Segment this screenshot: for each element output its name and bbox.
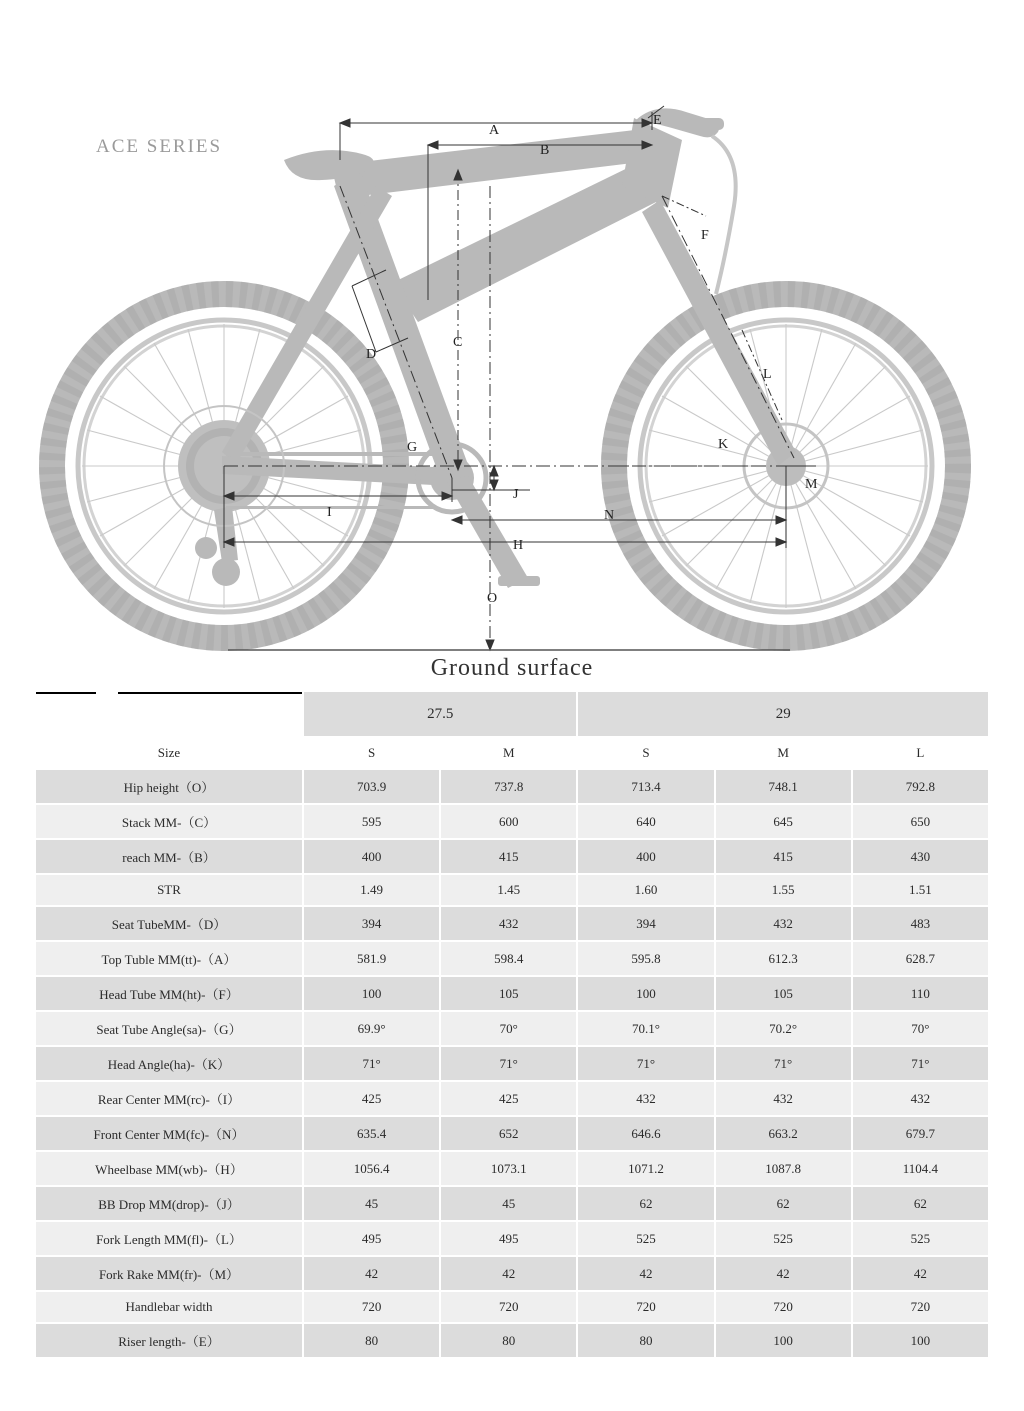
table-cell: 525 [716,1222,851,1255]
table-cell: 483 [853,907,988,940]
table-cell: 737.8 [441,770,576,803]
table-row [36,1047,988,1080]
row-label: BB Drop MM(drop)-（J） [36,1187,302,1220]
callout-label-l: L [763,367,772,382]
column-header-275-m: M [441,738,576,768]
bike-illustration [0,0,1024,690]
callout-label-k: K [718,437,729,452]
table-cell: 1071.2 [578,1152,713,1185]
table-cell: 652 [441,1117,576,1150]
table-cell: 42 [441,1257,576,1290]
table-cell: 581.9 [304,942,439,975]
table-cell: 80 [304,1324,439,1357]
size-header-row [36,738,988,768]
table-cell: 100 [304,977,439,1010]
row-label: Riser length-（E） [36,1324,302,1357]
table-cell: 432 [441,907,576,940]
table-cell: 62 [578,1187,713,1220]
column-header-29-l: L [853,738,988,768]
table-cell: 42 [853,1257,988,1290]
table-cell: 432 [716,1082,851,1115]
table-cell: 1.51 [853,875,988,905]
table-cell: 679.7 [853,1117,988,1150]
table-row [36,1187,988,1220]
table-cell: 595.8 [578,942,713,975]
table-cell: 394 [304,907,439,940]
callout-label-m: M [805,477,818,492]
table-cell: 525 [578,1222,713,1255]
column-header-size: Size [36,738,302,768]
table-cell: 71° [853,1047,988,1080]
table-row [36,1222,988,1255]
table-cell: 70° [853,1012,988,1045]
table-row [36,1117,988,1150]
table-cell: 1087.8 [716,1152,851,1185]
row-label: Top Tuble MM(tt)-（A） [36,942,302,975]
table-row [36,1324,988,1357]
table-cell: 100 [716,1324,851,1357]
callout-label-n: N [604,508,615,523]
table-cell: 663.2 [716,1117,851,1150]
table-cell: 100 [853,1324,988,1357]
table-cell: 720 [441,1292,576,1322]
table-row [36,840,988,873]
table-cell: 400 [304,840,439,873]
table-cell: 105 [441,977,576,1010]
table-cell: 100 [578,977,713,1010]
table-cell: 42 [716,1257,851,1290]
row-label: Fork Length MM(fl)-（L） [36,1222,302,1255]
table-row [36,875,988,905]
callout-label-c: C [453,335,463,350]
table-cell: 432 [853,1082,988,1115]
table-cell: 62 [853,1187,988,1220]
table-cell: 1.49 [304,875,439,905]
table-row [36,942,988,975]
table-cell: 69.9° [304,1012,439,1045]
table-corner-blank [36,692,302,736]
table-row [36,805,988,838]
callout-label-j: J [513,487,519,502]
table-cell: 400 [578,840,713,873]
row-label: Head Angle(ha)-（K） [36,1047,302,1080]
table-cell: 720 [304,1292,439,1322]
ground-surface-label: Ground surface [430,655,594,681]
column-header-29-s: S [578,738,713,768]
table-cell: 71° [716,1047,851,1080]
group-header-row [36,692,988,736]
table-cell: 1.60 [578,875,713,905]
row-label: Hip height（O） [36,770,302,803]
callout-label-d: D [366,347,377,362]
row-label: Front Center MM(fc)-（N） [36,1117,302,1150]
table-cell: 713.4 [578,770,713,803]
table-cell: 495 [304,1222,439,1255]
table-row [36,770,988,803]
table-cell: 1073.1 [441,1152,576,1185]
table-cell: 62 [716,1187,851,1220]
table-cell: 1056.4 [304,1152,439,1185]
table-row [36,977,988,1010]
group-header-275: 27.5 [304,692,576,736]
table-cell: 394 [578,907,713,940]
row-label: Handlebar width [36,1292,302,1322]
table-cell: 71° [441,1047,576,1080]
row-label: Fork Rake MM(fr)-（M） [36,1257,302,1290]
table-row [36,1012,988,1045]
column-header-275-s: S [304,738,439,768]
callout-label-a: A [489,123,500,138]
table-cell: 430 [853,840,988,873]
callout-label-b: B [540,143,550,158]
table-cell: 525 [853,1222,988,1255]
table-cell: 598.4 [441,942,576,975]
table-cell: 495 [441,1222,576,1255]
table-cell: 71° [304,1047,439,1080]
table-cell: 1104.4 [853,1152,988,1185]
table-cell: 45 [304,1187,439,1220]
table-cell: 70.1° [578,1012,713,1045]
table-cell: 650 [853,805,988,838]
column-header-29-m: M [716,738,851,768]
table-cell: 70.2° [716,1012,851,1045]
table-cell: 105 [716,977,851,1010]
table-cell: 600 [441,805,576,838]
table-row [36,1257,988,1290]
group-header-29: 29 [578,692,988,736]
table-cell: 1.45 [441,875,576,905]
callout-label-e: E [653,113,662,128]
row-label: Rear Center MM(rc)-（I） [36,1082,302,1115]
row-label: reach MM-（B） [36,840,302,873]
row-label: Stack MM-（C） [36,805,302,838]
table-cell: 425 [304,1082,439,1115]
table-cell: 415 [716,840,851,873]
geometry-spec-table [34,690,990,1359]
table-body [36,770,988,1357]
callout-label-g: G [407,440,418,455]
table-cell: 71° [578,1047,713,1080]
table-cell: 720 [853,1292,988,1322]
table-cell: 792.8 [853,770,988,803]
table-cell: 720 [716,1292,851,1322]
table-cell: 595 [304,805,439,838]
table-cell: 425 [441,1082,576,1115]
row-label: STR [36,875,302,905]
table-cell: 415 [441,840,576,873]
table-cell: 45 [441,1187,576,1220]
row-label: Wheelbase MM(wb)-（H） [36,1152,302,1185]
table-cell: 748.1 [716,770,851,803]
table-cell: 703.9 [304,770,439,803]
row-label: Seat Tube Angle(sa)-（G） [36,1012,302,1045]
table-cell: 612.3 [716,942,851,975]
table-row [36,1082,988,1115]
row-label: Head Tube MM(ht)-（F） [36,977,302,1010]
table-cell: 80 [441,1324,576,1357]
table-cell: 42 [578,1257,713,1290]
bike-geometry-diagram [0,0,1024,690]
callout-label-f: F [701,228,709,243]
table-row [36,907,988,940]
table-header [36,692,988,768]
callout-label-o: O [487,591,498,606]
table-cell: 628.7 [853,942,988,975]
table-cell: 645 [716,805,851,838]
callout-label-h: H [513,538,524,553]
table-cell: 432 [716,907,851,940]
callout-label-i: I [327,505,332,520]
table-cell: 80 [578,1324,713,1357]
table-cell: 42 [304,1257,439,1290]
row-label: Seat TubeMM-（D） [36,907,302,940]
table-cell: 646.6 [578,1117,713,1150]
table-row [36,1292,988,1322]
table-cell: 70° [441,1012,576,1045]
table-cell: 432 [578,1082,713,1115]
table-cell: 1.55 [716,875,851,905]
table-cell: 635.4 [304,1117,439,1150]
table-cell: 720 [578,1292,713,1322]
table-cell: 110 [853,977,988,1010]
table-cell: 640 [578,805,713,838]
brand-label: ACE SERIES [96,136,223,157]
table-row [36,1152,988,1185]
